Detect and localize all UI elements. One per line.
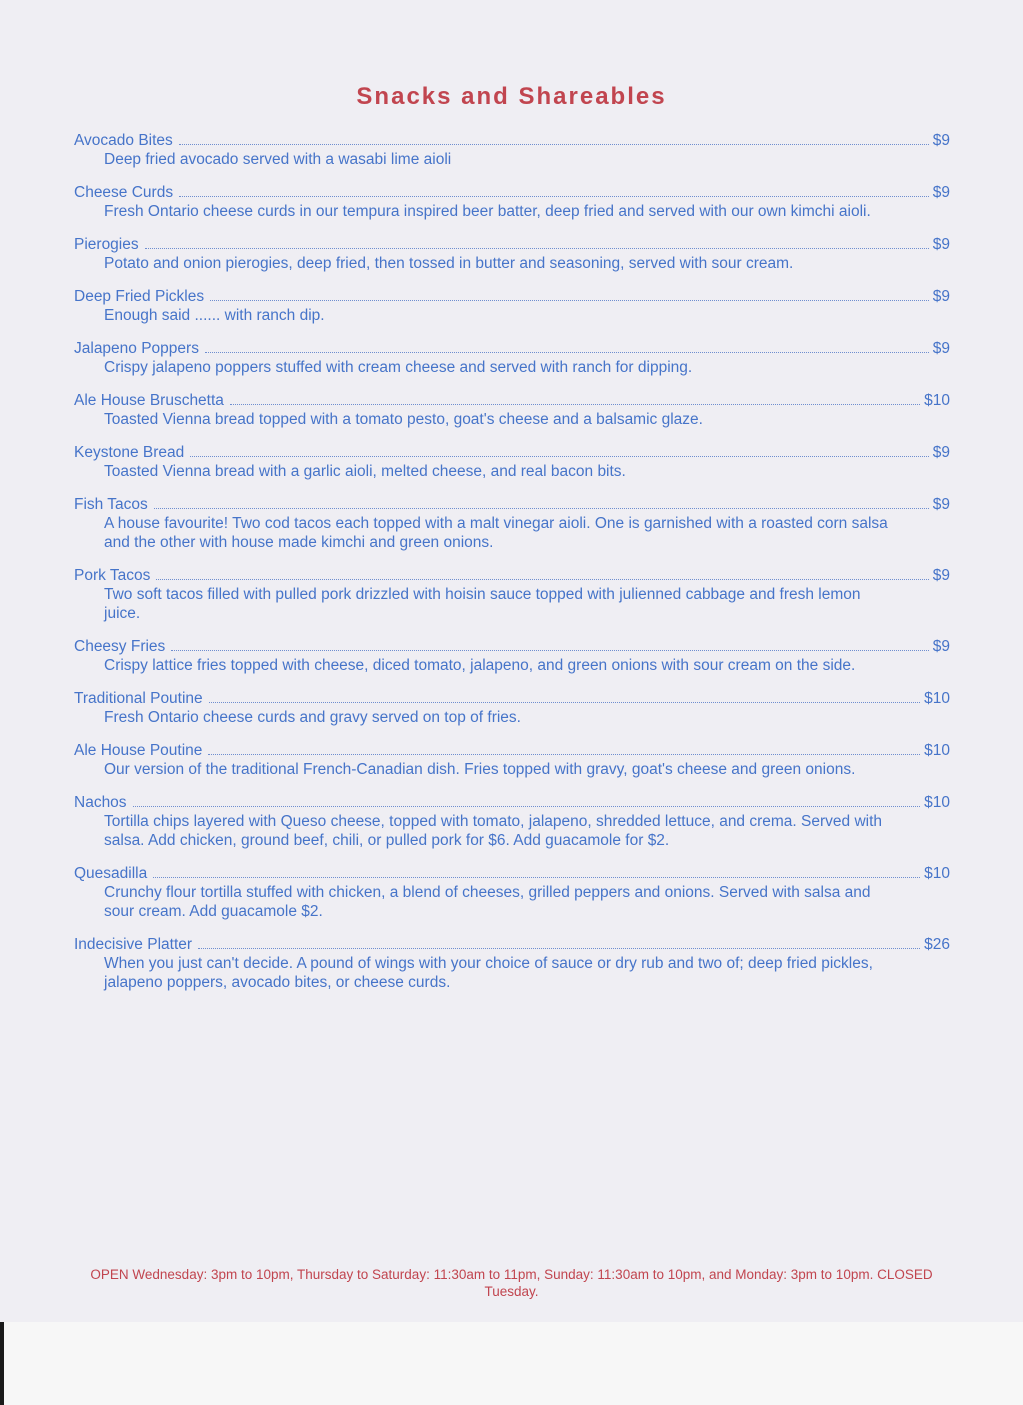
dot-leader bbox=[179, 144, 929, 145]
menu-item bbox=[74, 566, 950, 623]
menu-item bbox=[74, 793, 950, 850]
item-description: Crispy jalapeno poppers stuffed with cream cheese and served with ranch for dipping. bbox=[104, 359, 693, 376]
menu-item bbox=[74, 131, 950, 169]
item-description: Toasted Vienna bread with a garlic aioli, melted cheese, and real bacon bits. bbox=[104, 463, 626, 480]
item-name: Ale House Bruschetta bbox=[74, 392, 224, 409]
item-price: $10 bbox=[924, 742, 950, 759]
item-name: Keystone Bread bbox=[74, 444, 185, 461]
dot-leader bbox=[179, 196, 929, 197]
item-description: Deep fried avocado served with a wasabi lime aioli bbox=[104, 151, 452, 168]
menu-item bbox=[74, 637, 950, 675]
item-price: $9 bbox=[932, 340, 950, 357]
item-description: Fresh Ontario cheese curds and gravy served on top of fries. bbox=[104, 709, 521, 726]
item-name: Indecisive Platter bbox=[74, 936, 193, 953]
item-name: Jalapeno Poppers bbox=[74, 340, 199, 357]
item-price: $10 bbox=[924, 392, 950, 409]
menu-item bbox=[74, 495, 950, 552]
item-description: Our version of the traditional French-Canadian dish. Fries topped with gravy, goat's cheese and green onions. bbox=[104, 761, 856, 778]
item-description: Tortilla chips layered with Queso cheese, topped with tomato, jalapeno, shredded lettuce, and crema. Served with salsa. Add chicken, ground beef, chili, or pulled pork for $6. Add guacamole for $2. bbox=[104, 813, 883, 849]
dot-leader bbox=[208, 754, 920, 755]
dot-leader bbox=[190, 456, 928, 457]
item-price: $10 bbox=[924, 794, 950, 811]
dot-leader bbox=[198, 948, 920, 949]
menu-item bbox=[74, 287, 950, 325]
dot-leader bbox=[145, 248, 929, 249]
item-description: Two soft tacos filled with pulled pork drizzled with hoisin sauce topped with julienned cabbage and fresh lemon juice. bbox=[104, 586, 861, 622]
menu-item bbox=[74, 183, 950, 221]
scan-margin bbox=[0, 1322, 1023, 1405]
item-price: $9 bbox=[932, 496, 950, 513]
item-price: $9 bbox=[932, 236, 950, 253]
dot-leader bbox=[154, 508, 929, 509]
item-description: Crispy lattice fries topped with cheese, diced tomato, jalapeno, and green onions with sour cream on the side. bbox=[104, 657, 856, 674]
menu-item bbox=[74, 864, 950, 921]
item-name: Pork Tacos bbox=[74, 567, 151, 584]
item-description: Toasted Vienna bread topped with a tomato pesto, goat's cheese and a balsamic glaze. bbox=[104, 411, 703, 428]
opening-hours: OPEN Wednesday: 3pm to 10pm, Thursday to Saturday: 11:30am to 11pm, Sunday: 11:30am to 10pm, and Monday: 3pm to 10pm. CLOSED Tuesday. bbox=[90, 1267, 933, 1299]
item-name: Fish Tacos bbox=[74, 496, 148, 513]
dot-leader bbox=[171, 650, 928, 651]
item-price: $10 bbox=[924, 865, 950, 882]
item-name: Deep Fried Pickles bbox=[74, 288, 205, 305]
menu-item bbox=[74, 689, 950, 727]
scan-edge bbox=[0, 1322, 4, 1405]
item-price: $26 bbox=[924, 936, 950, 953]
dot-leader bbox=[205, 352, 929, 353]
item-name: Cheese Curds bbox=[74, 184, 174, 201]
item-price: $9 bbox=[932, 567, 950, 584]
item-description: Fresh Ontario cheese curds in our tempura inspired beer batter, deep fried and served with our own kimchi aioli. bbox=[104, 203, 871, 220]
dot-leader bbox=[156, 579, 928, 580]
item-price: $9 bbox=[932, 638, 950, 655]
menu-item bbox=[74, 391, 950, 429]
item-name: Pierogies bbox=[74, 236, 139, 253]
item-name: Cheesy Fries bbox=[74, 638, 166, 655]
item-name: Quesadilla bbox=[74, 865, 148, 882]
item-name: Ale House Poutine bbox=[74, 742, 203, 759]
item-price: $9 bbox=[932, 132, 950, 149]
menu-item bbox=[74, 935, 950, 992]
dot-leader bbox=[209, 702, 920, 703]
item-description: Enough said ...... with ranch dip. bbox=[104, 307, 325, 324]
menu-item bbox=[74, 339, 950, 377]
item-description: Potato and onion pierogies, deep fried, then tossed in butter and seasoning, served with sour cream. bbox=[104, 255, 794, 272]
item-description: When you just can't decide. A pound of wings with your choice of sauce or dry rub and two of; deep fried pickles, jalapeno poppers, avocado bites, or cheese curds. bbox=[104, 955, 873, 991]
dot-leader bbox=[133, 806, 921, 807]
item-price: $9 bbox=[932, 184, 950, 201]
item-name: Avocado Bites bbox=[74, 132, 173, 149]
item-price: $10 bbox=[924, 690, 950, 707]
dot-leader bbox=[153, 877, 920, 878]
menu-item bbox=[74, 443, 950, 481]
item-name: Nachos bbox=[74, 794, 127, 811]
menu-list bbox=[74, 131, 950, 1006]
menu-item bbox=[74, 235, 950, 273]
dot-leader bbox=[230, 404, 920, 405]
item-description: A house favourite! Two cod tacos each topped with a malt vinegar aioli. One is garnished with a roasted corn salsa and the other with house made kimchi and green onions. bbox=[104, 515, 888, 551]
item-description: Crunchy flour tortilla stuffed with chicken, a blend of cheeses, grilled peppers and onions. Served with salsa and sour cream. Add guacamole $2. bbox=[104, 884, 871, 920]
page-title: Snacks and Shareables bbox=[356, 83, 667, 110]
menu-item bbox=[74, 741, 950, 779]
dot-leader bbox=[210, 300, 929, 301]
item-price: $9 bbox=[932, 444, 950, 461]
item-name: Traditional Poutine bbox=[74, 690, 203, 707]
item-price: $9 bbox=[932, 288, 950, 305]
